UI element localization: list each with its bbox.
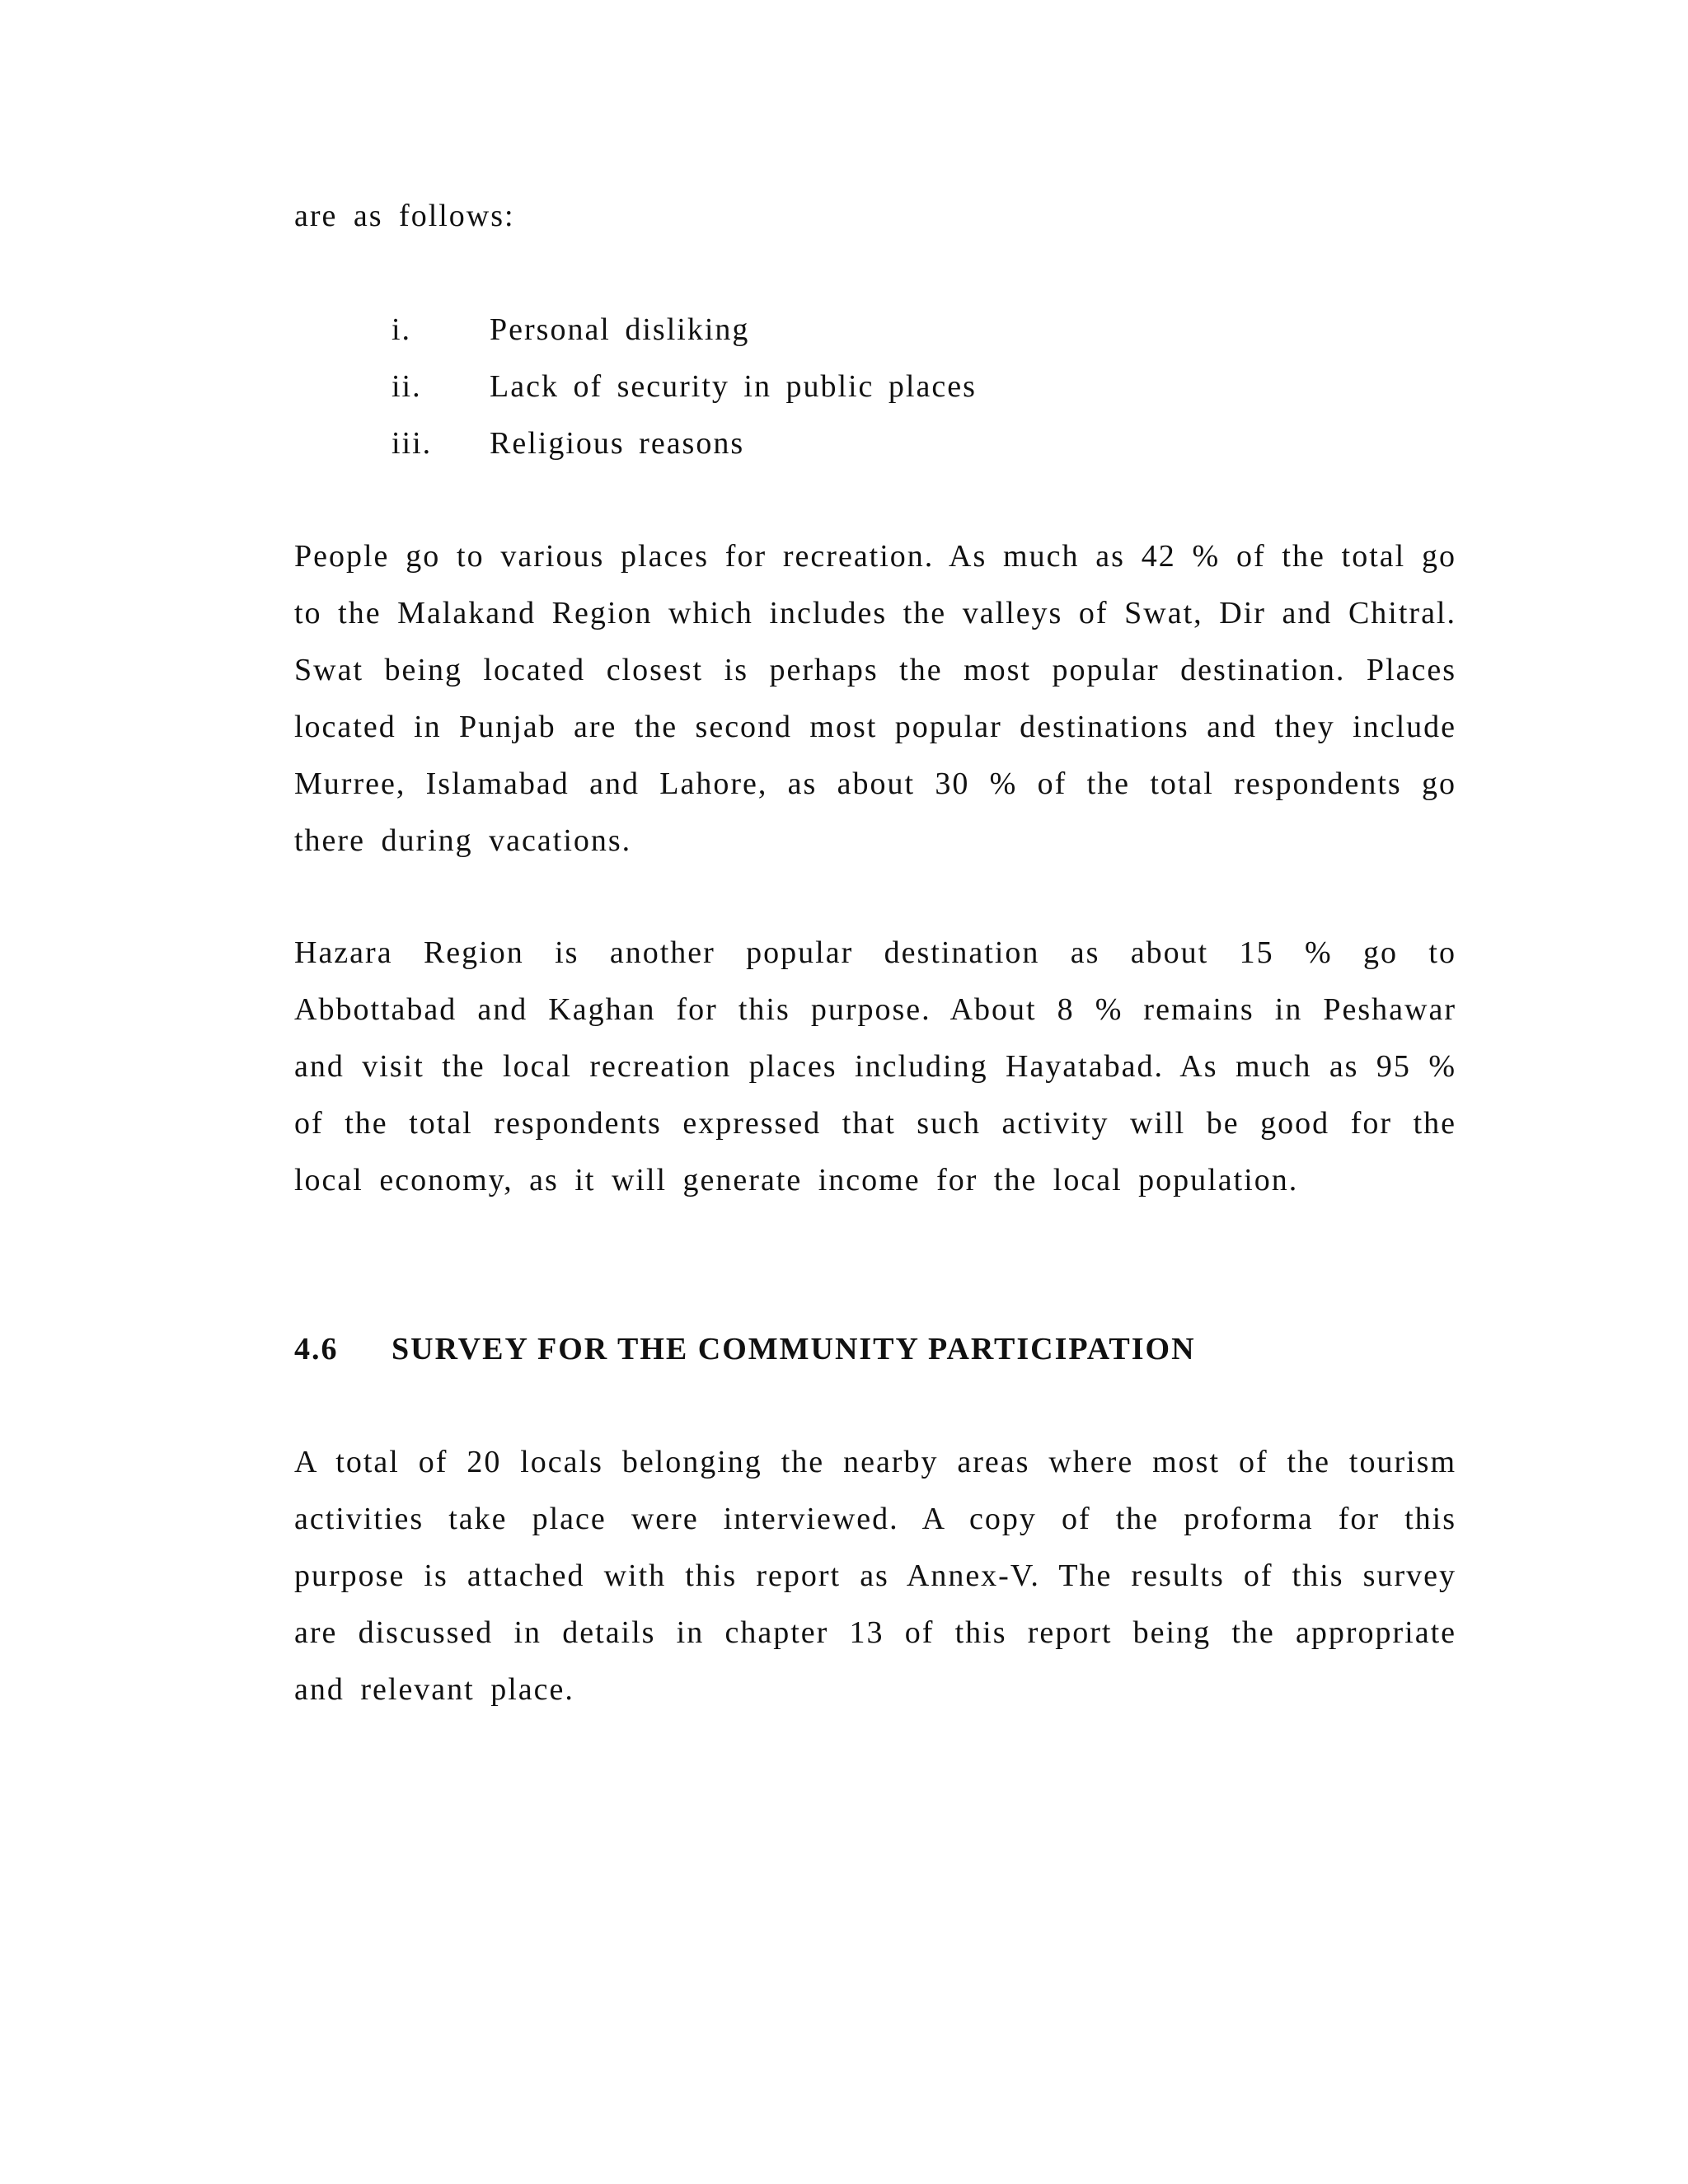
list-item-label: Religious reasons [490, 426, 745, 461]
section-number: 4.6 [294, 1332, 339, 1366]
section-title: SURVEY FOR THE COMMUNITY PARTICIPATION [392, 1332, 1196, 1366]
list-item-number: i. [392, 312, 412, 347]
list-item-label: Personal disliking [490, 312, 750, 347]
list-item [0, 359, 1688, 415]
paragraph-hazara-region: Hazara Region is another popular destination as about 15 % go to Abbottabad and Kaghan for this purpose. About 8 % remains in Peshawar and visit the local recreation places including Hayatabad. As much as 95 % of the total respondents expressed that such activity will be good for the local economy, as it will generate income for the local population. [294, 935, 1456, 1197]
list-item-label: Lack of security in public places [490, 369, 977, 404]
section-heading [294, 1321, 1196, 1378]
list-item [0, 415, 1688, 472]
list-item-number: ii. [392, 369, 422, 404]
intro-line: are as follows: [294, 199, 515, 233]
list-item [0, 302, 1688, 359]
reasons-list [0, 302, 1688, 472]
paragraph-community-survey: A total of 20 locals belonging the nearby areas where most of the tourism activities take place were interviewed. A copy of the proforma for this purpose is attached with this report as Annex-V. The results of this survey are discussed in details in chapter 13 of this report being the appropriate and relevant place. [294, 1445, 1456, 1707]
list-item-number: iii. [392, 426, 433, 461]
paragraph-recreation-places: People go to various places for recreation. As much as 42 % of the total go to the Malakand Region which includes the valleys of Swat, Dir and Chitral. Swat being located closest is perhaps the most popular destination. Places located in Punjab are the second most popular destinations and they include Murree, Islamabad and Lahore, as about 30 % of the total respondents go there during vacations. [294, 539, 1456, 858]
